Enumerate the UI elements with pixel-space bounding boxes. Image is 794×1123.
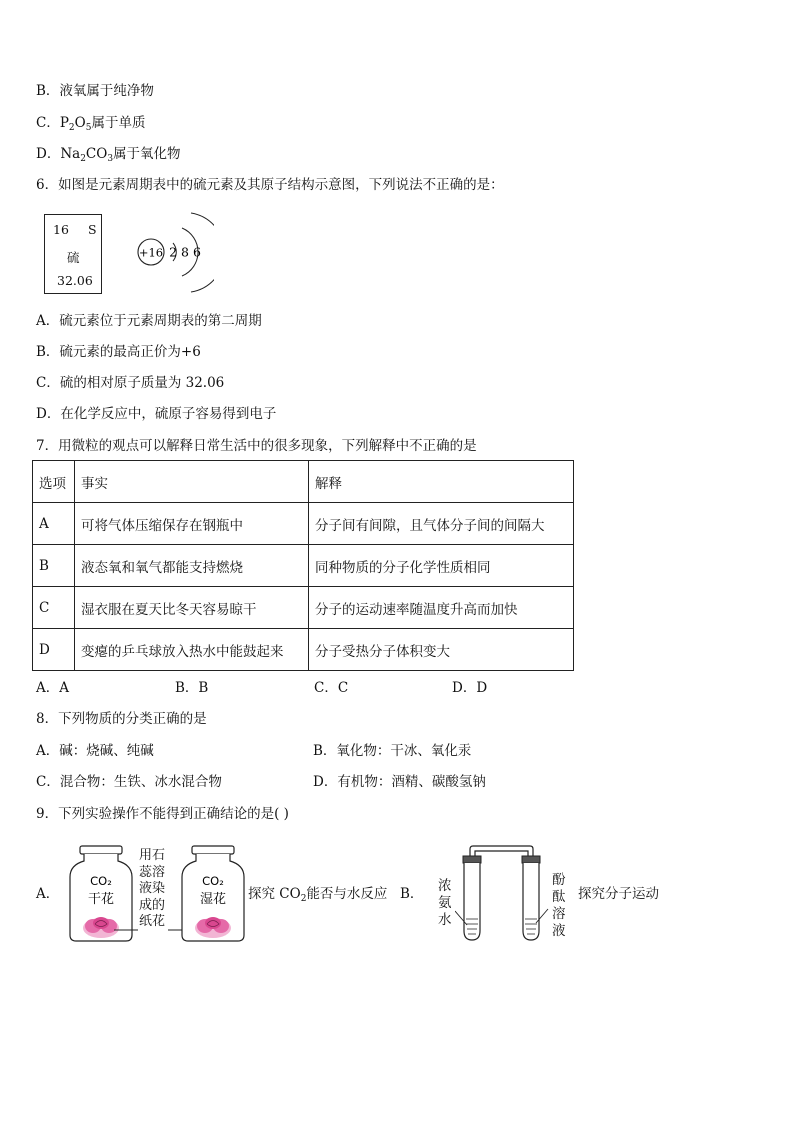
table-header-row (33, 461, 574, 503)
atomic-mass: 32.06 (57, 273, 93, 288)
q9-stem: 9．下列实验操作不能得到正确结论的是( ) (36, 806, 289, 822)
table-row (33, 587, 574, 629)
element-name: 硫 (67, 250, 80, 265)
q7-answer-b: B．B (175, 680, 209, 696)
jar-wet-flower (178, 843, 248, 945)
table-cell: B (33, 545, 75, 587)
q9-option-a-caption: 探究 $CO_2$能否与水反应 (248, 886, 388, 904)
q5-option-c: C．$P_2O_5$属于单质 (36, 115, 146, 133)
electron-shells: 2 8 6 (169, 244, 201, 260)
litmus-paper-note: 用石 蕊溶 液染 成的 纸花 (139, 848, 166, 929)
q5-option-d: D．$Na_2CO_3$属于氧化物 (36, 146, 181, 164)
q7-stem: 7．用微粒的观点可以解释日常生活中的很多现象，下列解释中不正确的是 (36, 438, 477, 454)
q6-option-b: B．硫元素的最高正价为+6 (36, 344, 201, 360)
q8-option-a: A．碱：烧碱、纯碱 (36, 743, 154, 759)
table-cell: C (33, 587, 75, 629)
atomic-number: 16 (53, 222, 69, 237)
q9-option-a-label: A． (36, 886, 60, 902)
table-cell: 同种物质的分子化学性质相同 (309, 545, 574, 587)
table-cell: 分子的运动速率随温度升高而加快 (309, 587, 574, 629)
table-header-cell: 解释 (309, 461, 574, 503)
table-row (33, 503, 574, 545)
ammonia-label: 浓 氨 水 (438, 878, 452, 928)
jar2-gas-label: CO₂ (202, 874, 224, 888)
q8-stem: 8．下列物质的分类正确的是 (36, 711, 207, 727)
q5-option-b: B．液氧属于纯净物 (36, 83, 154, 99)
table-header-cell: 事实 (75, 461, 309, 503)
table-header-cell: 选项 (33, 461, 75, 503)
q6-option-d: D．在化学反应中，硫原子容易得到电子 (36, 406, 277, 422)
jar1-flower-label: 干花 (87, 892, 115, 907)
table-cell: 分子受热分子体积变大 (309, 629, 574, 671)
sulfur-element-card (44, 214, 102, 294)
element-symbol: S (88, 222, 97, 237)
q7-answer-c: C．C (314, 680, 349, 696)
phenolphthalein-label: 酚 酞 溶 液 (552, 872, 566, 939)
q7-answer-a: A．A (36, 680, 69, 696)
q8-option-c: C．混合物：生铁、冰水混合物 (36, 774, 222, 790)
q6-option-c: C．硫的相对原子质量为 32.06 (36, 375, 225, 391)
q8-option-d: D．有机物：酒精、碳酸氢钠 (313, 774, 486, 790)
table-cell: A (33, 503, 75, 545)
u-tube-apparatus (455, 843, 550, 945)
q6-stem: 6．如图是元素周期表中的硫元素及其原子结构示意图，下列说法不正确的是： (36, 177, 504, 193)
jar1-gas-label: CO₂ (90, 874, 112, 888)
table-cell: 变瘪的乒乓球放入热水中能鼓起来 (75, 629, 309, 671)
table-cell: 可将气体压缩保存在钢瓶中 (75, 503, 309, 545)
q7-table (32, 460, 574, 671)
table-cell: 液态氧和氧气都能支持燃烧 (75, 545, 309, 587)
table-cell: 分子间有间隙，且气体分子间的间隔大 (309, 503, 574, 545)
q7-answer-d: D．D (452, 680, 488, 696)
atom-structure-diagram (134, 206, 214, 300)
jar2-flower-label: 湿花 (199, 892, 227, 907)
q9-option-b-label: B． (400, 886, 424, 902)
q8-option-b: B．氧化物：干冰、氧化汞 (313, 743, 472, 759)
nucleus-charge: +16 (138, 245, 164, 260)
table-row (33, 629, 574, 671)
q6-option-a: A．硫元素位于元素周期表的第二周期 (36, 313, 262, 329)
table-row (33, 545, 574, 587)
q9-option-b-caption: 探究分子运动 (578, 886, 659, 902)
table-cell: 湿衣服在夏天比冬天容易晾干 (75, 587, 309, 629)
table-cell: D (33, 629, 75, 671)
